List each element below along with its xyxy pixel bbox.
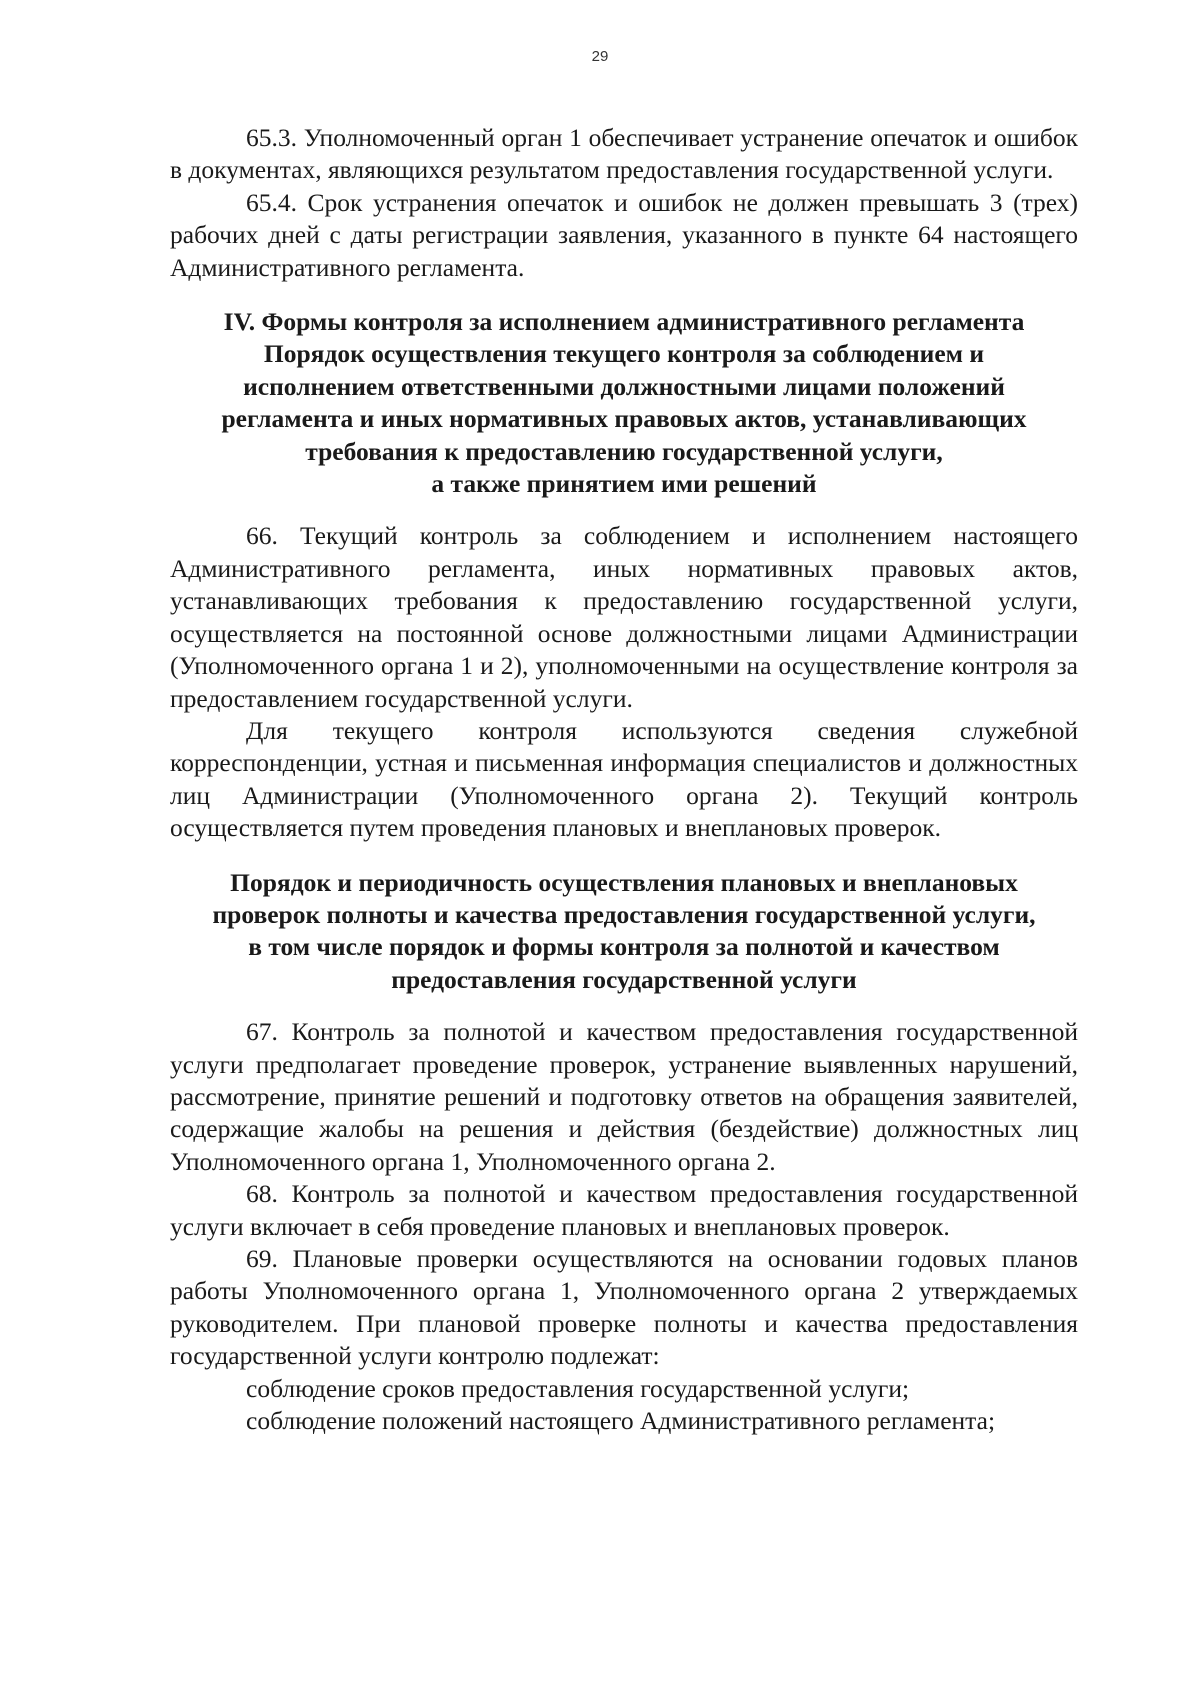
- paragraph-current-control: Для текущего контроля используются сведения служебной корреспонденции, устная и письменная информация специалистов и должностных лиц Администрации (Уполномоченного органа 2). Текущий контроль осуществляется путем проведения плановых и внеплановых проверок.: [170, 715, 1078, 843]
- heading-line: в том числе порядок и формы контроля за полнотой и качеством: [248, 932, 1000, 962]
- heading-line: предоставления государственной услуги: [391, 964, 857, 994]
- list-item: соблюдение положений настоящего Административного регламента;: [246, 1406, 996, 1436]
- paragraph-68: 68. Контроль за полнотой и качеством предоставления государственной услуги включает в себя проведение плановых и внеплановых проверок.: [170, 1179, 1078, 1241]
- paragraph-66: 66. Текущий контроль за соблюдением и исполнением настоящего Административного регламента, иных нормативных правовых актов, устанавливающих требования к предоставлению государственной услуги, осуществляется на постоянной основе должностными лицами Администрации (Уполномоченного органа 1 и 2), уполномоченными на осуществление контроля за предоставлением государственной услуги.: [170, 521, 1078, 713]
- section-heading-inspections: [170, 867, 1078, 997]
- paragraph-65-3: 65.3. Уполномоченный орган 1 обеспечивает устранение опечаток и ошибок в документах, являющихся результатом предоставления государственной услуги.: [170, 123, 1078, 185]
- heading-line: проверок полноты и качества предоставления государственной услуги,: [212, 899, 1036, 929]
- paragraph-69: 69. Плановые проверки осуществляются на основании годовых планов работы Уполномоченного органа 1, Уполномоченного органа 2 утверждаемых руководителем. При плановой проверке полноты и качества предоставления государственной услуги контролю подлежат:: [170, 1244, 1078, 1371]
- paragraph-67: 67. Контроль за полнотой и качеством предоставления государственной услуги предполагает проведение проверок, устранение выявленных нарушений, рассмотрение, принятие решений и подготовку ответов на обращения заявителей, содержащие жалобы на решения и действия (бездействие) должностных лиц Уполномоченного органа 1, Уполномоченного органа 2.: [170, 1017, 1078, 1176]
- heading-line: исполнением ответственными должностными лицами положений: [243, 371, 1005, 401]
- heading-line: а также принятием ими решений: [431, 469, 817, 499]
- heading-line: регламента и иных нормативных правовых актов, устанавливающих: [221, 404, 1027, 434]
- heading-line: Порядок и периодичность осуществления плановых и внеплановых: [230, 867, 1018, 897]
- page-number: 29: [591, 48, 609, 65]
- section-heading-iv: [170, 306, 1078, 500]
- heading-line: требования к предоставлению государственной услуги,: [305, 436, 943, 466]
- paragraph-65-4: 65.4. Срок устранения опечаток и ошибок не должен превышать 3 (трех) рабочих дней с даты регистрации заявления, указанного в пункте 64 настоящего Административного регламента.: [170, 187, 1078, 282]
- list-item: соблюдение сроков предоставления государственной услуги;: [246, 1373, 910, 1403]
- heading-line: IV. Формы контроля за исполнением административного регламента: [223, 307, 1025, 337]
- heading-line: Порядок осуществления текущего контроля за соблюдением и: [263, 339, 985, 369]
- page-content: [170, 122, 1078, 1437]
